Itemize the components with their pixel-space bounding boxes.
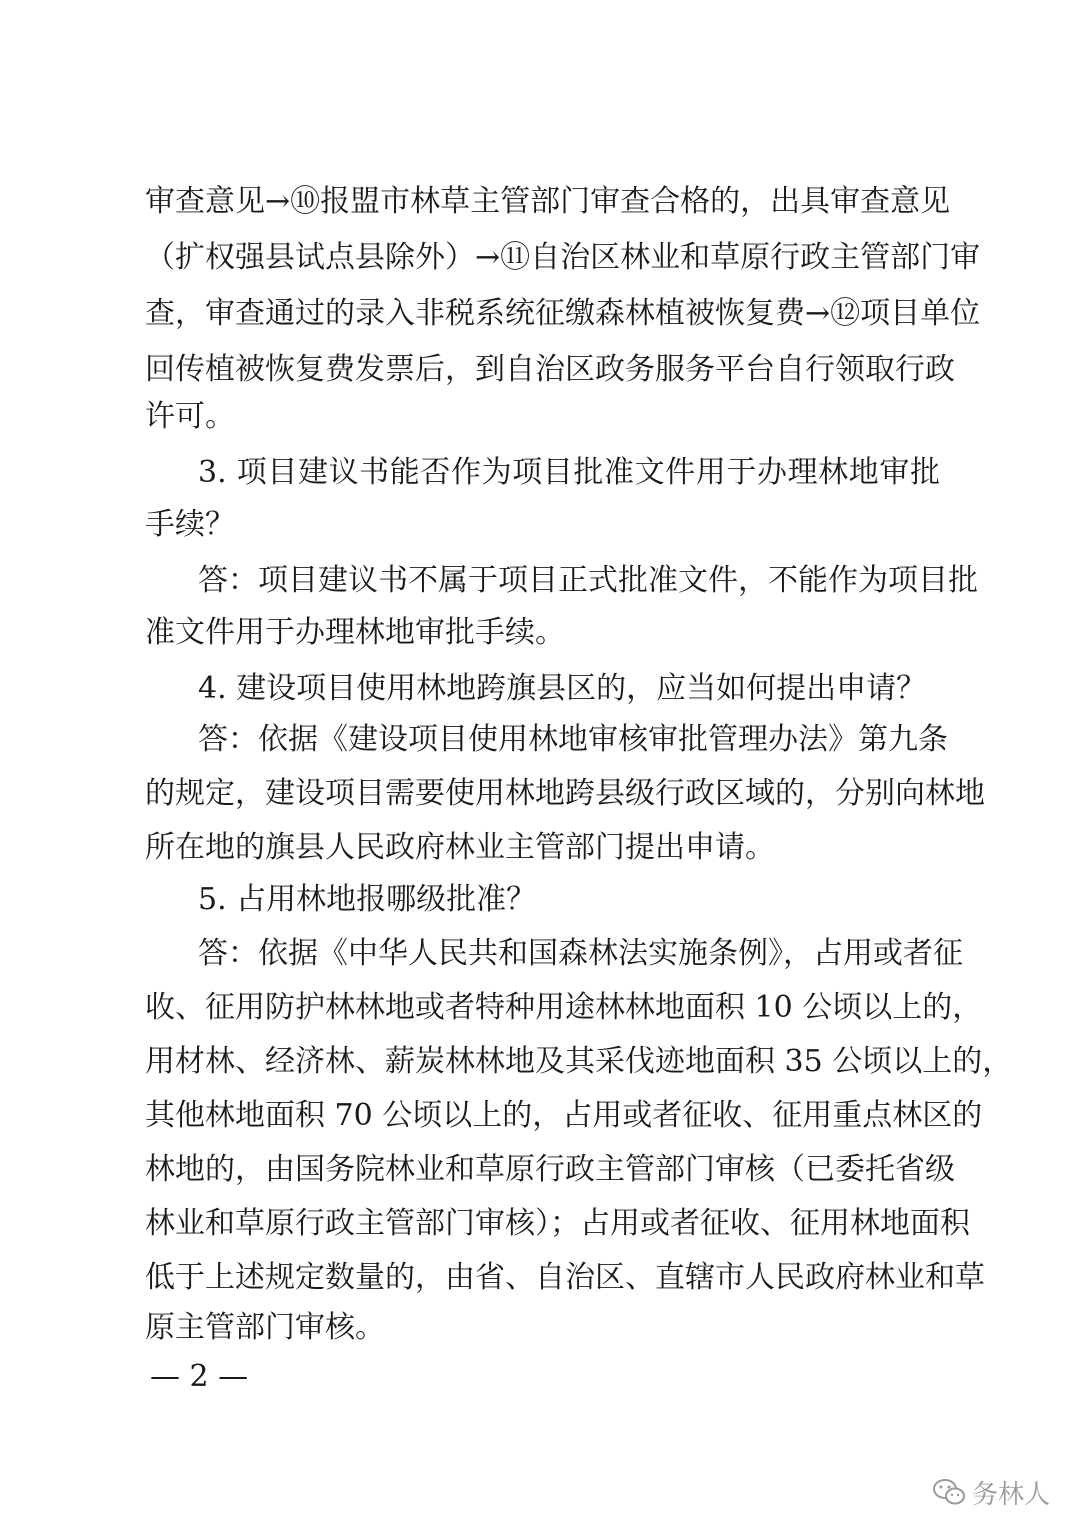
watermark xyxy=(932,1474,1050,1510)
answer-line: 用材林、经济林、薪炭林林地及其采伐迹地面积 35 公顷以上的， xyxy=(145,1044,1013,1079)
question-heading: 3. 项目建议书能否作为项目批准文件用于办理林地审批 xyxy=(198,455,940,490)
body-line: 审查意见→⑩报盟市林草主管部门审查合格的，出具审查意见 xyxy=(145,184,951,219)
watermark-text: 务林人 xyxy=(971,1479,1050,1510)
answer-line: 的规定，建设项目需要使用林地跨县级行政区域的，分别向林地 xyxy=(145,776,985,811)
answer-line: 林业和草原行政主管部门审核）；占用或者征收、征用林地面积 xyxy=(145,1206,970,1241)
answer-line: 其他林地面积 70 公顷以上的，占用或者征收、征用重点林区的 xyxy=(145,1098,983,1133)
page-number: — 2 — xyxy=(150,1359,249,1394)
question-heading: 4. 建设项目使用林地跨旗县区的，应当如何提出申请？ xyxy=(198,671,927,706)
answer-line: 答：依据《中华人民共和国森林法实施条例》，占用或者征 xyxy=(198,936,963,971)
answer-line: 答：项目建议书不属于项目正式批准文件，不能作为项目批 xyxy=(198,563,978,598)
body-line: 查，审查通过的录入非税系统征缴森林植被恢复费→⑫项目单位 xyxy=(145,296,981,331)
answer-line: 原主管部门审核。 xyxy=(145,1310,385,1345)
answer-line: 准文件用于办理林地审批手续。 xyxy=(145,615,565,650)
question-heading: 5. 占用林地报哪级批准？ xyxy=(198,882,537,917)
question-heading: 手续？ xyxy=(145,507,235,542)
answer-line: 林地的，由国务院林业和草原行政主管部门审核（已委托省级 xyxy=(145,1152,955,1187)
answer-line: 收、征用防护林林地或者特种用途林林地面积 10 公顷以上的， xyxy=(145,990,983,1025)
wechat-icon xyxy=(932,1478,966,1506)
answer-line: 答：依据《建设项目使用林地审核审批管理办法》第九条 xyxy=(198,722,948,757)
body-line: 许可。 xyxy=(145,399,235,434)
body-line: 回传植被恢复费发票后，到自治区政务服务平台自行领取行政 xyxy=(145,352,955,387)
answer-line: 所在地的旗县人民政府林业主管部门提出申请。 xyxy=(145,830,775,865)
answer-line: 低于上述规定数量的，由省、自治区、直辖市人民政府林业和草 xyxy=(145,1260,985,1295)
body-line: （扩权强县试点县除外）→⑪自治区林业和草原行政主管部门审 xyxy=(145,240,981,275)
